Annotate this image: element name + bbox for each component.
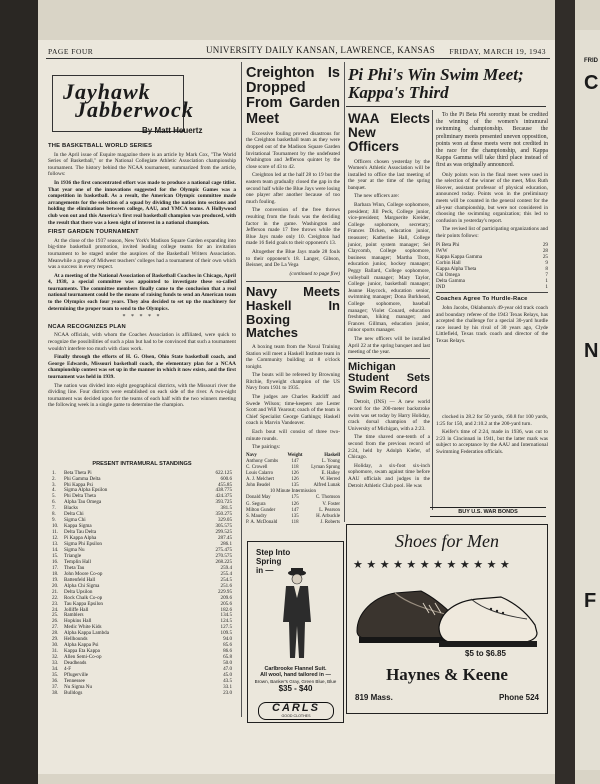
standing-rank: 19. [52, 576, 59, 583]
standing-rank: 22. [52, 594, 59, 601]
paragraph: The new officers will be installed April 22 at the spring banquet and last meeting of the year. [348, 335, 430, 356]
navy-boxer: Anthony Combs [246, 458, 279, 464]
pairings-col-head: Navy [246, 452, 257, 458]
standing-points: 205.6 [220, 600, 232, 607]
standing-points: 600.6 [220, 475, 232, 482]
paragraph: To the Pi Beta Phi sorority must be credited the winning of the women's intramural swimming championship. Because the preliminary meets presented uneven opposition, points won at these meets were not credited in the race for the championship, and Kappa Kappa Gamma will take third place instead of first as was originally announced. [436, 112, 548, 169]
weight-class: 126 [291, 471, 299, 477]
standing-rank: 4. [52, 487, 56, 494]
standing-points: 209.6 [220, 594, 232, 601]
page-label: PAGE FOUR [48, 47, 94, 56]
standing-team: Jolliffe Hall [64, 606, 89, 613]
standing-team: John Moore Co-op [64, 570, 103, 577]
headline-waa: WAA Elects New Officers [348, 111, 430, 155]
haskell-boxer: L. Pearson [319, 507, 340, 513]
standing-team: Phi Gamma Delta [64, 475, 101, 482]
standing-rank: 34. [52, 666, 59, 673]
carls-advertisement [247, 541, 344, 723]
standing-team: Beta Theta Pi [64, 469, 92, 476]
column-rule-2 [344, 62, 345, 522]
haskell-boxer: J. Roberts [320, 519, 340, 525]
paragraph: The conversion of the free throws resulting from the fouls was the deciding factor in the game. Washington and Jefferson made 17 free throws while the Blue Jays made only 10. Creighton had made 16 field goals to their opponent's 13. [246, 207, 340, 247]
carls-logo [258, 702, 334, 720]
standing-team: Pflugerville [64, 672, 89, 678]
paragraph: The judges are Charles Radcliff and Swede Wilson; time-keepers are Lester Scott and Will Yearout; coach of the team is Chief Specialist George Gathings; Haskell coach is Marvin Vandeaver. [246, 394, 340, 427]
standing-points: 109.5 [220, 630, 232, 637]
standing-rank: 8. [52, 511, 56, 518]
standing-rank: 27. [52, 624, 59, 631]
paragraph: Barbara Winn, College sophomore, president; Jill Peck, College junior, vice-president; Marguerite Kreider, College sophomore, secretary; Frances Dicken, education junior, treasurer; Katherine Hall, College junior, point system manager; Sel Claycomb, College sophomore, business manager; Martha Trotz, education junior, hockey manager; Peggy Ballard, College sophomore, volleyball manager; Mary Taylor, College junior, basketball manager; Jeanne Haycock, education senior, swimming manager; Dona Burkhead, College sophomore, baseball manager; Violet Conard, education freshman, hiking manager; and Frances Gillman, education junior, minor sports manager. [348, 202, 430, 334]
swim-points: 8 [545, 265, 548, 272]
shoe-price: $5 to $6.85 [465, 649, 506, 658]
pairings-col-head: Weight [287, 452, 303, 458]
suit-colors: Brown, Banker's Gray, Green Blue, Blue [254, 678, 337, 684]
standing-team: Nu Sigma Nu [64, 683, 93, 690]
standing-points: 424.375 [215, 493, 232, 500]
standing-points: 275.475 [215, 546, 232, 553]
standing-points: 455.85 [217, 481, 232, 488]
headline-navy-haskell: Navy Meets Haskell In Boxing Matches [246, 284, 340, 341]
standing-points: 50.0 [223, 660, 232, 667]
paragraph: The bouts will be refereed by Browning Ritchie, flyweight champion of the US Navy from 1931 to 1935. [246, 372, 340, 392]
standing-rank: 20. [52, 582, 59, 589]
swim-points: 25 [542, 253, 548, 260]
navy-boxer: A. J. Melchert [246, 477, 274, 483]
next-page-letter-2: N [584, 340, 599, 362]
standing-rank: 24. [52, 606, 59, 613]
standing-rank: 33. [52, 660, 59, 667]
standing-rank: 10. [52, 523, 59, 530]
haskell-boxer: H. Arbuckle [316, 513, 340, 519]
standing-team: Tau Kappa Epsilon [64, 600, 103, 607]
standing-rank: 2. [52, 475, 56, 482]
standing-team: Hellhounds [64, 636, 88, 643]
pairing-row [246, 495, 340, 501]
ad-line-2: Spring [256, 557, 282, 566]
standing-points: 255.4 [220, 570, 232, 577]
swim-points: 1 [545, 284, 548, 291]
section-head-world-series: THE BASKETBALL WORLD SERIES [48, 143, 153, 149]
headline-creighton: Creighton Is Dropped From Garden Meet [246, 65, 340, 127]
standing-points: 127.5 [220, 624, 232, 631]
paragraph: Only points won in the final meet were used in the selection of the winner of the meet, Miss Ruth Hoover, assistant professor of physical education, announced today. Points won in the preliminary meets will be counted in the general contest for the all-year championship, but were not considered in choosing the swimming organization; this led to confusion in yesterday's report. [436, 171, 548, 224]
issue-date: FRIDAY, MARCH 19, 1943 [449, 47, 546, 56]
standing-team: Sigma Nu [64, 546, 85, 553]
swim-points: 1 [545, 278, 548, 285]
svg-text:★ ★ ★ ★ ★ ★ ★ ★ ★ ★ ★ ★: ★ ★ ★ ★ ★ ★ ★ ★ ★ ★ ★ ★ [353, 558, 510, 571]
paragraph: Each bout will consist of three two-minute rounds. [246, 429, 340, 442]
swim-points: 29 [542, 241, 548, 248]
standing-team: Phi Kappa Psi [64, 481, 93, 488]
weight-class: 135 [291, 483, 299, 489]
divider [246, 281, 340, 282]
standings-table [52, 471, 232, 697]
paragraph: John Jacobs, Oklahoma's 49-year old track coach and boundary referee of the 1943 Texas Relays, has accepted the challenge for a special 30-yard hurdle race issued by his rival of 30 years ago, Clyde Littlefield, Texas track coach and director of the Texas Relays. [436, 304, 548, 344]
paragraph: Excessive fouling proved disastrous for the Creighton basketball team as they were dropped out of the Madison Square Garden Invitational Tournament by the undefeated Washington and Jefferson quintet by the close score of 43 to 42. [246, 130, 340, 170]
section-head-ncaa: NCAA RECOGNIZES PLAN [48, 323, 126, 330]
standing-team: Tennessee [64, 677, 85, 684]
haskell-boxer: L. Young [321, 458, 340, 464]
standing-points: 393.725 [215, 499, 232, 506]
suit-name: Carlbrooke Flannel Suit. [264, 666, 327, 672]
paragraph: A boxing team from the Naval Training Station will meet a Haskell Institute team in the Community building at 8 o'clock tonight. [246, 343, 340, 370]
pairing-row [246, 514, 340, 520]
standing-team: Ramblers [64, 612, 84, 619]
swim-points: 28 [542, 247, 548, 254]
standing-points: 134.5 [220, 612, 232, 619]
navy-boxer: G. Segura [246, 501, 266, 507]
navy-boxer: Donald May [246, 495, 271, 501]
swim-team: Kappa Kappa Gamma [436, 253, 483, 260]
paragraph: The revised list of participating organizations and their points follows: [436, 226, 548, 239]
carls-tagline: GOOD CLOTHES [281, 714, 311, 718]
standing-rank: 35. [52, 672, 59, 678]
standing-rank: 18. [52, 570, 59, 577]
paragraph: Altogether the Blue Jays made 28 fouls to their opponent's 18. Langer, Gibson, Beisner, and De La Vega [246, 248, 340, 269]
standing-rank: 15. [52, 552, 59, 559]
paragraph: Detroit, (INS) — A new world record for the 200-meter backstroke swim was set today by Harry Holiday, crack dorsal champion of the University of Michigan, with a 2:23. [348, 399, 430, 432]
shoe-illustration [351, 573, 541, 655]
standing-rank: 1. [52, 469, 56, 476]
store-phone: Phone 524 [498, 693, 539, 702]
haskell-boxer: V. Foster [322, 501, 340, 507]
standing-points: 182.6 [220, 606, 232, 613]
standing-team: Templin Hall [64, 558, 91, 565]
standing-rank: 3. [52, 481, 56, 488]
section-head-garden: FIRST GARDEN TOURNAMENT [48, 229, 139, 236]
swim-team: IND [436, 284, 446, 291]
logo-line-2: Jabberwock [75, 97, 194, 122]
swim-team: IWW [436, 247, 448, 254]
paragraph: Finally through the efforts of H. G. Olsen, Ohio State basketball coach, and George Edwards, Missouri basketball coach, the elementary plan for a NCAA championship contest was set up in the manner in which it now exists, and the first tournament was held in 1939. [48, 354, 236, 380]
standing-team: Sigma Alpha Epsilon [64, 487, 108, 494]
standing-points: 350.275 [215, 511, 232, 518]
standing-team: Blacks [64, 505, 78, 512]
paragraph: The time shaved one-tenth of a second from the previous record of 2:24, held by Adolph Kiefer, of Chicago. [348, 434, 430, 461]
standing-team: 4-F [64, 666, 72, 673]
standing-points: 381.5 [220, 505, 232, 512]
standing-rank: 23. [52, 600, 59, 607]
standing-points: 86.6 [223, 648, 232, 655]
weight-class: 147 [291, 458, 299, 464]
headline-pi-phi: Pi Phi's Win Swim Meet; Kappa's Third [348, 65, 524, 102]
standing-team: Triangle [64, 552, 82, 559]
divider [348, 358, 430, 359]
standing-points: 622.125 [215, 469, 232, 476]
standing-points: 259.4 [220, 564, 232, 571]
standing-team: Sigma Phi Epsilon [64, 541, 102, 548]
column-1-text [48, 140, 236, 411]
standing-points: 329.05 [217, 517, 232, 524]
standing-points: 438.775 [215, 487, 232, 494]
paper-name: UNIVERSITY DAILY KANSAN, LAWRENCE, KANSAS [206, 45, 436, 55]
standing-rank: 25. [52, 612, 59, 619]
standing-points: 286.1 [220, 541, 232, 548]
standing-rank: 38. [52, 689, 59, 696]
carls-logo-text: CARLS [272, 702, 320, 714]
standing-team: Delta Chi [64, 511, 84, 518]
next-page-letter-1: C [584, 72, 599, 94]
column-rule-1 [241, 62, 242, 717]
paragraph: In the April issue of Esquire magazine there is an article by Mark Cox, "The World Series of Basketball," or the National Collegiate Athletic Association championship tournament. The history behind the NCAA tournament, summarized from the article, follows: [48, 151, 236, 178]
standing-points: 43.5 [223, 677, 232, 684]
navy-boxer: C. Crowell [246, 465, 268, 470]
swim-points: 9 [545, 259, 548, 266]
paragraph: The nation was divided into eight geographical districts, with the Missouri river the dividing line. Four districts were established on each side of the river. A two-night tournament was decided upon for the teams of each half with the two winners meeting the following week in a single game to determine the champion. [48, 382, 236, 409]
weight-class: 147 [291, 507, 299, 513]
paragraph: In 1936 the first concentrated effort was made to produce a national cage titlist. That year one of the innovations suggested for the Olympic Games was a competition in basketball. As a result, the American Olympic committee made arrangements for the selection of a squad by dividing the nation into sections and holding the eliminations between college, AAU, and YMCA teams. A Hollywood club won out and this America's first real basketball champion was produced, with the result that there was a keen sight of interest in a national champion. [48, 179, 236, 226]
standing-rank: 7. [52, 505, 56, 512]
paragraph: At a meeting of the National Association of Basketball Coaches in Chicago, April 4, 1938, a special committee was appointed to investigate these so-called tournaments. The committee members finally came to the conclusion that a real national tournament could be the means of raising funds to send an American team to the Olympics each four years. They also decided to set up the machinery for determining the proper team to send to the Olympics. [48, 272, 236, 312]
pairings-col-head: Haskell [324, 452, 340, 458]
intramural-standings [52, 459, 232, 697]
paragraph: Holiday, a six-foot six-inch sophomore, swam against time before AAU officials and judges in the Detroit Athletic Club pool. He was [348, 462, 430, 489]
standing-points: 254.5 [220, 576, 232, 583]
standing-team: Rock Chalk Co-op [64, 594, 103, 601]
standing-team: Bulldogs [64, 689, 83, 696]
standing-team: Phi Delta Theta [64, 493, 96, 500]
paragraph: At the close of the 1937 season, New York's Madison Square Garden expanding into big-time basketball promotion, invited leading college teams for an invitation tournament to be staged under the auspices of the Basketball Writers Association. Meanwhile a group of Midwest teachers' colleges had a tournament of their own which was a success in every respect. [48, 237, 236, 271]
standings-title: PRESENT INTRAMURAL STANDINGS [92, 461, 192, 467]
logo-line-1: Jayhawk [63, 79, 151, 104]
man-in-suit-illustration [274, 564, 320, 660]
continued-note: (continued to page five) [289, 270, 340, 277]
store-name: Haynes & Keene [386, 665, 508, 684]
store-address: 819 Mass. [355, 693, 393, 702]
standing-team: Delta Upsilon [64, 588, 93, 595]
standing-team: Theta Tau [64, 564, 85, 571]
standing-rank: 16. [52, 558, 59, 565]
standing-points: 33.1 [223, 683, 232, 690]
standing-rank: 6. [52, 499, 56, 506]
pairing-row [246, 520, 340, 526]
paragraph: Officers chosen yesterday by the Women's Athletic Association will be installed to office the last meeting of the year at the time of the spring banquet. [348, 158, 430, 191]
pairing-row [246, 508, 340, 514]
ad-line-1: Step Into [256, 548, 291, 557]
divider [346, 106, 546, 107]
swim-points-table [436, 242, 548, 291]
navy-boxer: Louis Calarro [246, 471, 274, 477]
standing-rank: 26. [52, 618, 59, 625]
next-page-letter-3: F [584, 590, 597, 612]
standing-team: Pi Kappa Alpha [64, 535, 97, 542]
star-row-decoration [353, 557, 541, 571]
pairings-table [246, 453, 340, 526]
column-4-text [436, 112, 548, 346]
adjacent-page-strip [575, 30, 600, 770]
weight-class: 126 [291, 477, 299, 483]
weight-class: 118 [291, 465, 299, 470]
navy-boxer: Milton Gunder [246, 507, 276, 513]
navy-boxer: John Beadel [246, 483, 271, 489]
standing-team: Battenfeld Hall [64, 576, 96, 583]
paragraph: The new officers are: [354, 193, 400, 200]
ad-title: Shoes for Men [395, 531, 499, 551]
next-page-date: FRID [584, 58, 598, 64]
standing-points: 270.575 [215, 552, 232, 559]
standing-rank: 29. [52, 636, 59, 643]
column-3-text [348, 112, 430, 491]
weight-class: 175 [291, 495, 299, 501]
standing-rank: 21. [52, 588, 59, 595]
column-4-continuation [436, 414, 548, 458]
swim-team: Corbin Hall [436, 259, 461, 266]
star-divider: * * * * * [122, 314, 162, 321]
haynes-keene-advertisement [346, 524, 548, 714]
standing-team: Deadheads [64, 660, 87, 667]
intermission-note: 10 Minute Intermission [270, 489, 316, 495]
standing-rank: 12. [52, 535, 59, 542]
standing-rank: 37. [52, 683, 59, 690]
paragraph: Creighton led at the half 28 to 19 but the eastern team gradually closed the gap in the second half while the Blue Jays were losing one player after another because of too much fouling. [246, 172, 340, 205]
paragraph: The pairings: [252, 444, 281, 451]
swim-points-row [436, 284, 548, 290]
standing-points: 305.575 [215, 523, 232, 530]
swim-team: Chi Omega [436, 272, 460, 279]
standing-points: 268.225 [215, 558, 232, 565]
swim-team: Delta Gamma [436, 278, 465, 285]
column-2-text [246, 66, 340, 526]
standing-points: 251.6 [220, 582, 232, 589]
standing-points: 85.6 [223, 642, 232, 649]
pairing-row [246, 502, 340, 508]
standings-row [52, 691, 232, 697]
standing-team: Alpha Tau Omega [64, 499, 102, 506]
suit-detail: All wool, hand tailored in — [260, 672, 331, 679]
haskell-boxer: E. Halley [321, 471, 340, 477]
navy-boxer: S. Maudry [246, 513, 267, 519]
standing-team: Alpha Chi Sigma [64, 582, 100, 589]
paragraph: Keifer's time of 2:24, made in 1936, was cut to 2:23 in Cincinnati in 1941, but the latter mark was subject to acceptance by the AAU and International Swimming Federation officials. [436, 429, 548, 455]
scan-border-left [0, 0, 38, 784]
column-rule-3 [432, 110, 433, 510]
navy-boxer: P. A. McDonald [246, 519, 278, 525]
standing-rank: 9. [52, 517, 56, 524]
war-bonds-banner: BUY U.S. WAR BONDS [430, 507, 546, 517]
ad-line-3: in — [256, 566, 274, 575]
headline-michigan: Michigan Student Sets Swim Record [348, 360, 430, 396]
haskell-boxer: Alfred Lunak [313, 483, 340, 489]
standing-rank: 28. [52, 630, 59, 637]
weight-class: 118 [291, 519, 299, 525]
paragraph: clocked in 28.2 for 50 yards, :60.8 for 100 yards, 1:25 for 150, and 2:10.2 at the 200-yard turn. [436, 414, 548, 427]
standing-team: Allen Semi-Co-op [64, 654, 102, 661]
standing-points: 65.8 [223, 654, 232, 661]
divider [436, 292, 548, 293]
swim-team: Kappa Alpha Theta [436, 265, 477, 272]
standing-rank: 30. [52, 642, 59, 649]
standing-team: Kappa Eta Kappa [64, 648, 100, 655]
standing-points: 124.5 [220, 618, 232, 625]
standing-team: Medic White Kids [64, 624, 102, 631]
standing-team: Delta Tau Delta [64, 529, 97, 536]
haskell-boxer: Lyman Sprung [311, 465, 340, 470]
standing-team: Hopkins Hall [64, 618, 92, 625]
standing-points: 23.0 [223, 689, 232, 696]
weight-class: 126 [291, 501, 299, 507]
standing-points: 287.45 [217, 535, 232, 542]
standing-team: Kappa Sigma [64, 523, 92, 530]
standing-rank: 32. [52, 654, 59, 661]
masthead [46, 44, 550, 59]
standing-rank: 11. [52, 529, 59, 536]
standing-team: Alpha Kappa Lambda [64, 630, 109, 637]
paragraph: NCAA officials, with whom the Coaches Association is affiliated, were quick to recognize the possibilities of such a plan but had to be convinced that such a tournament wouldn't interfere too much with class work. [48, 332, 236, 352]
standing-rank: 17. [52, 564, 59, 571]
standing-rank: 13. [52, 541, 59, 548]
weight-class: 135 [291, 513, 299, 519]
standing-rank: 36. [52, 677, 59, 684]
scan-gutter [555, 0, 575, 784]
column-byline: By Matt Heuertz [142, 126, 203, 135]
suit-price: $35 - $40 [278, 684, 313, 694]
ad-description [252, 666, 339, 693]
haskell-boxer: W. Herred [319, 477, 340, 483]
standing-points: 94.0 [223, 636, 232, 643]
standing-team: Alpha Kappa Psi [64, 642, 99, 649]
standing-rank: 5. [52, 493, 56, 500]
standing-points: 299.525 [215, 529, 232, 536]
swim-team: Pi Beta Phi [436, 241, 460, 248]
standing-points: 45.0 [223, 672, 232, 678]
standing-points: 47.0 [223, 666, 232, 673]
standing-rank: 31. [52, 648, 59, 655]
section-head-hurdle: Coaches Agree To Hurdle-Race [436, 296, 528, 303]
haskell-boxer: C. Thomson [315, 495, 340, 501]
standing-rank: 14. [52, 546, 59, 553]
standing-team: Sigma Chi [64, 517, 86, 524]
standing-points: 229.95 [217, 588, 232, 595]
swim-points: 7 [545, 272, 548, 279]
